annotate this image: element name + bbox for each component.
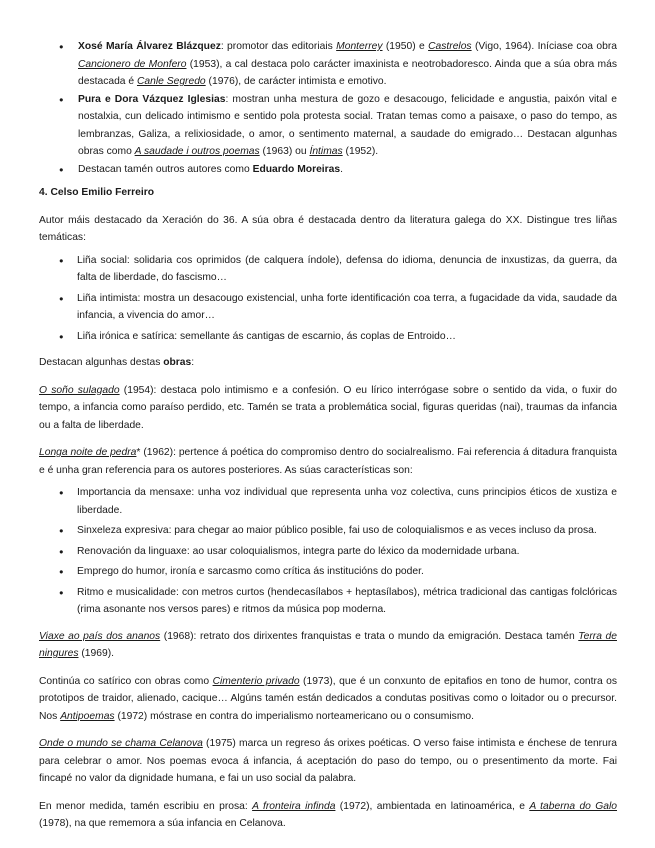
list-item: ● Renovación da linguaxe: ao usar coloquialismos, integra parte do léxico da modernidade urbana. <box>39 543 617 561</box>
list-item: ● Liña irónica e satírica: semellante ás cantigas de escarnio, ás coplas de Entroido… <box>39 328 617 346</box>
work-title: Canle Segredo <box>136 76 206 87</box>
work-title: Onde o mundo se chama Celanova <box>39 738 203 749</box>
paragraph-celanova: Onde o mundo se chama Celanova (1975) marca un regreso ás orixes poéticas. O verso faise intimista e énchese de tenrura para celebrar o amor. Nos poemas evoca á infancia, á aceptación do paso do tempo, ou o presentimento da morte. Fai fincapé no valor da dignidade humana, e fai un uso social da palabra. <box>39 738 617 784</box>
paragraph-prosa: En menor medida, tamén escribiu en prosa: A fronteira infinda (1972), ambientada en latinoamérica, e A taberna do Galo (1978), na que rememora a súa infancia en Celanova. <box>39 800 618 829</box>
work-title: Antipoemas <box>60 710 115 722</box>
paragraph-longa-noite-de-pedra: Longa noite de pedra* (1962): pertence á poética do compromiso dentro do socialrealismo. Fai referencia á ditadura franquista e é unha gran referencia para os autores posteriores. As súas características son: <box>39 447 617 476</box>
list-item: ● Pura e Dora Vázquez Iglesias: mostran unha mestura de gozo e desacougo, felicidade e angustia, paixón vital e nostalxia, cun delicado intimismo e sentido pola protesta social. Tratan temas como a paisaxe, o paso do tempo, as lembranzas, Galiza, a relixiosidade, o amor, o sentimento maternal, a saudade do emigrado… Destacan algunhas obras como A saudade i outros poemas (1963) ou Íntimas (1952). <box>39 91 617 161</box>
list-item: ● Ritmo e musicalidade: con metros curtos (hendecasílabos + heptasílabos), métrica tradicional das cantigas folclóricas (rima asonante nos versos pares) e ritmos da música pop moderna. <box>39 584 617 619</box>
work-title: Castrelos <box>428 41 472 52</box>
work-title: Terra de ningures <box>39 630 617 659</box>
list-item: ● Liña social: solidaria cos oprimidos (de calquera índole), defensa do idioma, denuncia de inxustizas, da guerra, da falta de liberdade, do fascismo… <box>39 252 617 287</box>
work-title: Monterrey <box>336 41 383 52</box>
work-title: Viaxe ao país dos ananos <box>39 630 161 642</box>
list-item: ● Xosé María Álvarez Blázquez: promotor das editoriais Monterrey (1950) e Castrelos (Vigo, 1964). Iníciase coa obra Cancionero de Monfero (1953), a cal destaca polo carácter imaxinista e neotrobadoresco. Ainda que a súa obra más destacada é Canle Segredo (1976), de carácter intimista e emotivo. <box>39 38 617 91</box>
section-heading: 4. Celso Emilio Ferreiro <box>39 187 155 198</box>
author-name: Pura e Dora Vázquez Iglesias <box>78 93 226 105</box>
list-item: ● Liña intimista: mostra un desacougo existencial, unha forte identificación coa terra, a fugacidade da vida, saudade da infancia, a vivencia do amor… <box>39 290 617 325</box>
features-list <box>39 484 617 619</box>
list-item: ● Importancia da mensaxe: unha voz individual que representa unha voz colectiva, cuns principios éticos de xustiza e liberdade. <box>39 484 617 519</box>
work-title: Longa noite de pedra <box>39 447 137 458</box>
work-title: O soño sulagado <box>39 384 120 396</box>
list-item: ● Sinxeleza expresiva: para chegar ao maior público posible, fai uso de coloquialismos e as veces incluso da prosa. <box>39 522 617 540</box>
work-title: A saudade i outros poemas <box>134 146 260 157</box>
work-title: Cancionero de Monfero <box>78 58 187 70</box>
work-title: Íntimas <box>309 146 343 157</box>
author-name: Xosé María Álvarez Blázquez <box>78 41 221 52</box>
paragraph-viaxe: Viaxe ao país dos ananos (1968): retrato dos dirixentes franquistas e trata o mundo da emigración. Destaca tamén Terra de ningures (1969). <box>39 630 617 659</box>
section-intro: Autor máis destacado da Xeración do 36. A súa obra é destacada dentro da literatura galega do XX. Distingue tres liñas temáticas: <box>39 214 617 243</box>
themes-list <box>39 252 617 346</box>
authors-list <box>39 38 617 178</box>
list-item: ● Destacan tamén outros autores como Eduardo Moreiras. <box>39 161 617 179</box>
document-content <box>39 38 617 833</box>
author-name: Eduardo Moreiras <box>252 163 341 175</box>
paragraph-o-sono-sulagado: O soño sulagado (1954): destaca polo intimismo e a confesión. O eu lírico interrógase sobre o sentido da vida, o fuxir do tempo, a infancia como paraíso perdido, etc. Tamén se trata a problemática social, figuras queridas (nai), traumas da infancia ou a falta de liberdade. <box>39 384 617 431</box>
work-title: Cimenterio privado <box>212 675 300 687</box>
paragraph-cimenterio-privado: Continúa co satírico con obras como Cimenterio privado (1973), que é un conxunto de epitafios en tono de humor, contra os prototipos de traidor, alienado, cacique… Algúns tamén están dedicados a condutas positivas como o loitador ou o precursor. Nos Antipoemas (1972) móstrase en contra do imperialismo norteamericano ou o consumismo. <box>39 675 617 722</box>
work-title: A taberna do Galo <box>529 800 618 812</box>
list-item: ● Emprego do humor, ironía e sarcasmo como crítica ás institucións do poder. <box>39 563 617 581</box>
works-intro: Destacan algunhas destas obras: <box>39 357 195 368</box>
work-title: A fronteira infinda <box>252 800 336 812</box>
